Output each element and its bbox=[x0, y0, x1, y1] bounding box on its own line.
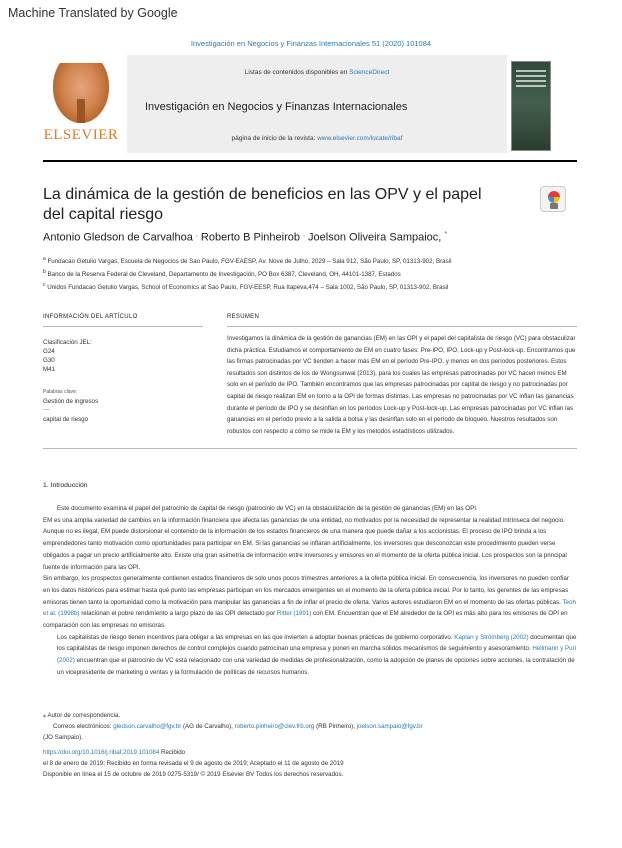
affiliation-b: $^b$ Banco de la Reserva Federal de Cleveland, Departamento de Investigación, PO Box 6387, Cleveland, OH, 44101-1387, Estados bbox=[43, 269, 401, 279]
doi-block: https://doi.org/10.1016/j.ribaf.2019.101084 Recibido el 8 de enero de 2019; Recibido en forma revisada el 9 de agosto de 2019; Aceptado el 11 de agosto de 2019 Disponible en línea el 15 de octubre de 2019 0275-5319/ © 2019 Elsevier BV Todos los derechos reservados. bbox=[43, 747, 577, 780]
corresponding-author-mark[interactable]: * bbox=[444, 231, 448, 238]
doi-link[interactable]: https://doi.org/10.1016/j.ribaf.2019.101084 bbox=[43, 749, 160, 756]
email-link[interactable]: gledson.carvalho@fgv.br bbox=[113, 723, 182, 730]
author-1-mark: , bbox=[195, 231, 198, 238]
contents-available-line bbox=[127, 69, 507, 76]
paper-title: La dinámica de la gestión de beneficios en las OPV y el papel del capital riesgo bbox=[43, 186, 482, 223]
author-list bbox=[43, 231, 447, 244]
journal-cover-image bbox=[511, 61, 551, 151]
email-link[interactable]: roberto.pinheiro@clev.frb.org bbox=[234, 723, 315, 730]
homepage-link[interactable]: www.elsevier.com/locate/ribaf bbox=[317, 135, 403, 142]
homepage-prefix: página de inicio de la revista: bbox=[231, 135, 318, 142]
abstract-text: Investigamos la dinámica de la gestión de ganancias (EM) en las OPI y el papel del capitalista de riesgo (VC) para obstaculizar dicha práctica. Estudiamos el comportamiento de EM en cuatro fases: Pre-IPO, IPO, Lock-up y Post-lock-up. Encontramos que las firmas patrocinadas por VC tienden a hacer más EM en el período Pre-IPO, y menos en dos períodos posteriores. Estos resultados son distintos de los de Wongsunwai (2013), para los cuales las empresas patrocinadas por VC hacen menos EM solo en el período de IPO. También encontramos que las empresas patrocinadas por capital de riesgo y no patrocinadas por capital de riesgo realizan EM en torno a la OPI de formas distintas. Las empresas no patrocinadas por VC inflan las ganancias durante el período de IPO y se desinflan en los períodos Lock-up y Post-lock-up. Las empresas patrocinadas por VC inflan las ganancias en el período previo a la salida a bolsa y las desinflan solo en el período de bloqueo. Nuestros resultados son robustos con respecto a cómo se mide la EM y los métodos estadísticos utilizados. bbox=[227, 335, 576, 435]
citation-link[interactable]: Hellmann y Puri (2002) bbox=[57, 645, 577, 665]
jel-code: G30 bbox=[43, 357, 55, 364]
affiliation-c: $^c$ Unidos Fundacao Getulio Vargas, School of Economics at Sao Paulo, FGV-EESP, Rua Itapeva,474 – Sala 1002, São Paulo, SP, 01313-902, Brasil bbox=[43, 282, 449, 292]
email-line-continued: (JO Sampaio). bbox=[43, 734, 83, 741]
article-info-block bbox=[43, 338, 203, 424]
journal-homepage-line bbox=[127, 135, 507, 142]
abstract-divider bbox=[227, 326, 577, 327]
jel-code: M41 bbox=[43, 366, 56, 373]
journal-reference-link[interactable]: Investigación en Negocios y Finanzas Internacionales 51 (2020) 101084 bbox=[190, 39, 432, 48]
abstract-bottom-divider bbox=[43, 448, 577, 449]
author-2-mark: , bbox=[303, 231, 305, 238]
jel-code: G24 bbox=[43, 348, 55, 355]
journal-info-panel bbox=[127, 55, 507, 153]
author-1[interactable]: Antonio Gledson de Carvalhoa bbox=[43, 231, 193, 244]
header-divider bbox=[43, 160, 577, 162]
intro-paragraph-4: Los capitalistas de riesgo tienen incentivos para obligar a las empresas en las que invierten a adoptar buenas prácticas de gobierno corporativo. Kaplan y Strömberg (2002) documentan que los capitalistas de riesgo imponen derechos de control complejos cuando patrocinan una empresa y ponen en marcha sólidos mecanismos de seguimiento y asesoramiento. Hellmann y Puri (2002) encuentran que el patrocinio de VC está relacionado con una variedad de medidas de profesionalización, como la adopción de planes de opciones sobre acciones, la contratación de un vicepresidente de marketing o ventas y la formulación de políticas de recursos humanos. bbox=[57, 633, 577, 676]
corresponding-author-note: ⁎ Autor de correspondencia. bbox=[43, 712, 121, 719]
email-line: Correos electrónicos: gledson.carvalho@fgv.br (AG de Carvalho), roberto.pinheiro@clev.frb.org (RB Pinheiro), joelson.sampaio@fgv.br bbox=[53, 723, 423, 730]
abstract-heading: RESUMEN bbox=[227, 314, 260, 320]
citation-link[interactable]: Teoh et al. (1998b) bbox=[43, 598, 576, 618]
keyword: capital de riesgo bbox=[43, 416, 89, 423]
crossmark-icon[interactable] bbox=[540, 186, 566, 212]
footnotes bbox=[43, 710, 577, 743]
publisher-name: ELSEVIER bbox=[43, 127, 119, 143]
article-info-heading: INFORMACIÓN DEL ARTÍCULO bbox=[43, 314, 138, 320]
journal-title: Investigación en Negocios y Finanzas Internacionales bbox=[145, 101, 408, 113]
affiliation-a: $^a$ Fundacao Getulio Vargas, Escuela de Negocios de Sao Paulo, FGV-EAESP, Av. Nove de Julho, 2029 – Sala 912, São Paulo, SP, 01313-902, Brasil bbox=[43, 256, 452, 266]
affiliations bbox=[43, 254, 577, 293]
received-dates: el 8 de enero de 2019; Recibido en forma revisada el 9 de agosto de 2019; Aceptado el 11 de agosto de 2019 bbox=[43, 760, 344, 767]
citation-link[interactable]: Ritter (1991) bbox=[276, 610, 312, 618]
keyword: Gestión de ingresos bbox=[43, 398, 99, 405]
keywords-label: Palabras clave: bbox=[43, 389, 78, 395]
elsevier-tree-icon bbox=[53, 63, 109, 123]
machine-translation-banner: Machine Translated by Google bbox=[8, 6, 178, 20]
email-link[interactable]: joelson.sampaio@fgv.br bbox=[356, 723, 423, 730]
keyword-separator: ---- bbox=[43, 407, 50, 413]
elsevier-logo bbox=[43, 59, 119, 149]
introduction-heading: 1. Introducción bbox=[43, 482, 88, 489]
availability-line: Disponible en línea el 15 de octubre de 2019 0275-5319/ © 2019 Elsevier BV Todos los derechos reservados. bbox=[43, 771, 344, 778]
author-2[interactable]: Roberto B Pinheirob bbox=[200, 231, 300, 244]
introduction-body bbox=[43, 503, 577, 679]
jel-label: Clasificación JEL: bbox=[43, 339, 92, 346]
intro-paragraph-1: Este documento examina el papel del patrocinio de capital de riesgo (patrocinio de VC) en la obstaculización de la gestión de ganancias (EM) en las OPI. bbox=[57, 505, 478, 512]
citation-link[interactable]: Kaplan y Strömberg (2002) bbox=[454, 633, 529, 641]
contents-prefix: Listas de contenidos disponibles en bbox=[244, 69, 350, 76]
article-info-divider bbox=[43, 326, 203, 327]
author-3[interactable]: Joelson Oliveira Sampaioc, bbox=[308, 231, 442, 244]
sciencedirect-link[interactable]: ScienceDirect bbox=[349, 69, 390, 76]
intro-paragraph-3: Sin embargo, los prospectos generalmente contienen estados financieros de solo unos pocos trimestres anteriores a la oferta pública inicial. En consecuencia, los inversores no pueden confiar en los datos históricos para estimar hasta qué punto las empresas participan en los mercados emergentes en el momento de la oferta pública inicial. Por lo tanto, los gerentes de las empresas emisoras tienen tanto la oportunidad como la motivación para manipular las ganancias a fin de inflar el precio de oferta. Varios autores estudiaron EM en el momento de las ofertas públicas. Teoh et al. (1998b) relacionan el pobre rendimiento a largo plazo de las OPI detectado por Ritter (1991) con EM. Encuentran que el EM alrededor de la OPI es más alto para los emisores de OPI en comparación con las empresas no emisoras. bbox=[43, 575, 576, 630]
intro-paragraph-2: EM es una amplia variedad de cambios en la información financiera que afecta las ganancias de una entidad, no motivados por la necesidad de representar la realidad intrínseca del negocio. Aunque no es ilegal, EM puede distorsionar el contenido de la información de los estados financieros de una manera que puede dañar a los accionistas. El proceso de IPO brinda a los emprendedores tanto motivación como oportunidades para participar en EM. Si las ganancias se inflaran artificialmente, los inversores que desconozcan este procedimiento pueden verse obligados a pagar un precio artificialmente alto. Existe una gran asimetría de información entre inversores y emisores en el momento de la oferta pública inicial. Los prospectos son la principal fuente de información para las OPI. bbox=[43, 516, 567, 571]
journal-header bbox=[43, 55, 577, 153]
